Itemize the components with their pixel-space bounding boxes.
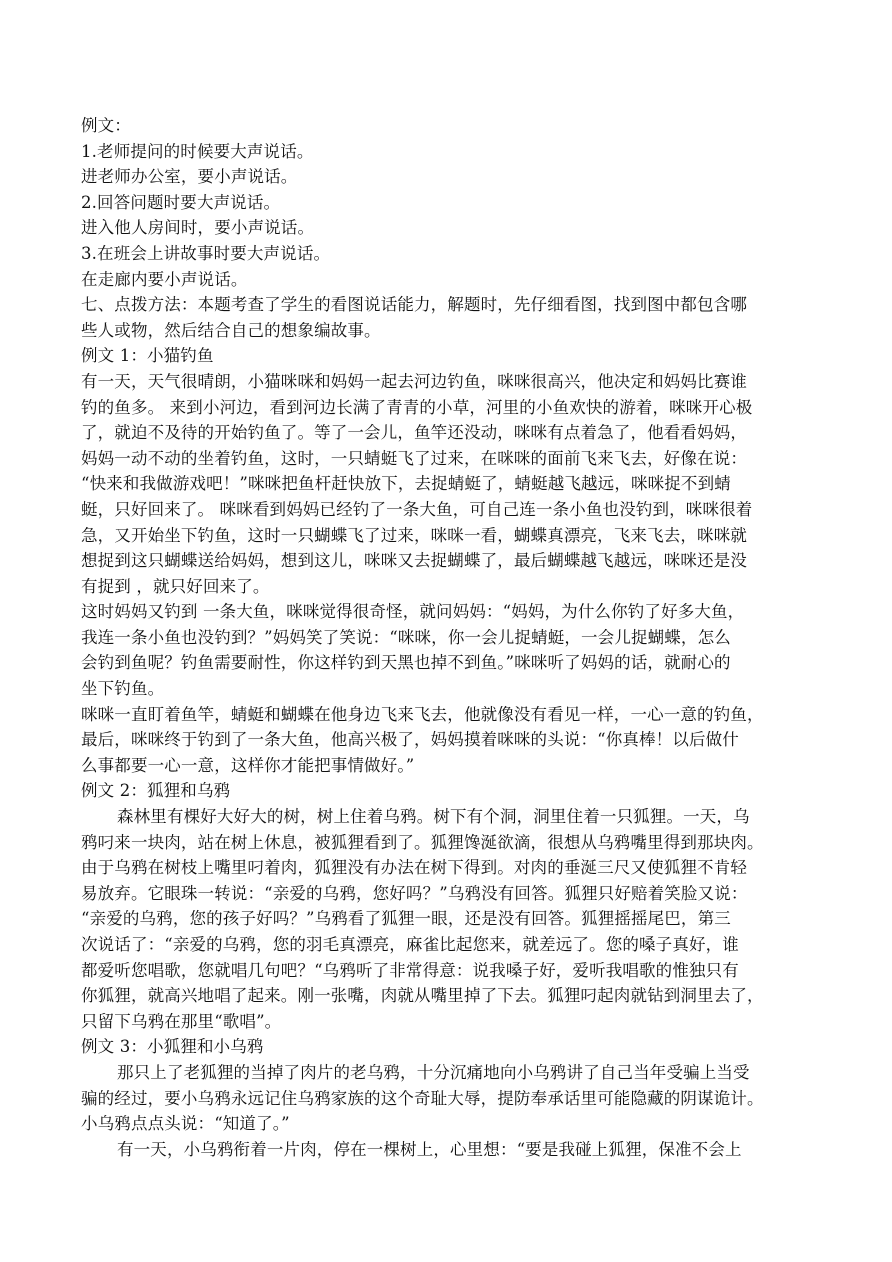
text-line: 钓的鱼多。 来到小河边，看到河边长满了青青的小草，河里的小鱼欢快的游着，咪咪开心极 bbox=[81, 397, 753, 417]
text-line: 有一天，天气很晴朗，小猫咪咪和妈妈一起去河边钓鱼，咪咪很高兴，他决定和妈妈比赛谁 bbox=[81, 371, 747, 391]
text-line: 有捉到 ，就只好回来了。 bbox=[81, 576, 270, 596]
text-line: 鸦叼来一块肉，站在树上休息，被狐狸看到了。狐狸馋涎欲滴，很想从乌鸦嘴里得到那块肉。 bbox=[81, 832, 764, 852]
text-line: 坐下钓鱼。 bbox=[81, 679, 165, 699]
text-line: 进入他人房间时，要小声说话。 bbox=[81, 218, 315, 238]
text-line: 易放弃。它眼珠一转说：“亲爱的乌鸦，您好吗？”乌鸦没有回答。狐狸只好赔着笑脸又说： bbox=[81, 883, 748, 903]
text-line: 在走廊内要小声说话。 bbox=[81, 269, 248, 289]
text-line: 2.回答问题时要大声说话。 bbox=[81, 192, 281, 212]
text-line: 3.在班会上讲故事时要大声说话。 bbox=[81, 243, 331, 263]
text-line: 次说话了：“亲爱的乌鸦，您的羽毛真漂亮，麻雀比起您来，就差远了。您的嗓子真好，谁 bbox=[81, 935, 739, 954]
text-line: 这时妈妈又钓到 一条大鱼，咪咪觉得很奇怪，就问妈妈：“妈妈，为什么你钓了好多大鱼， bbox=[81, 602, 745, 622]
text-line: “快来和我做游戏吧！”咪咪把鱼杆赶快放下，去捉蜻蜓了，蜻蜓越飞越远，咪咪捉不到蜻 bbox=[81, 474, 731, 494]
text-line: 例文 2：狐狸和乌鸦 bbox=[81, 781, 231, 801]
text-line: 例文： bbox=[81, 116, 131, 135]
text-line: 我连一条小鱼也没钓到？”妈妈笑了笑说：“咪咪，你一会儿捉蜻蜓，一会儿捉蝴蝶，怎么 bbox=[81, 627, 731, 647]
text-line: 想捉到这只蝴蝶送给妈妈，想到这儿，咪咪又去捉蝴蝶了，最后蝴蝶越飞越远，咪咪还是没 bbox=[81, 551, 747, 571]
text-line: 有一天，小乌鸦衔着一片肉，停在一棵树上，心里想：“要是我碰上狐狸，保准不会上 bbox=[117, 1139, 742, 1159]
text-line: 会钓到鱼呢？钓鱼需要耐性，你这样钓到天黑也掉不到鱼。”咪咪听了妈妈的话，就耐心的 bbox=[81, 653, 731, 673]
text-line: 骗的经过，要小乌鸦永远记住乌鸦家族的这个奇耻大辱，提防奉承话里可能隐藏的阴谋诡计。 bbox=[81, 1088, 764, 1108]
text-line: 都爱听您唱歌，您就唱几句吧？“乌鸦听了非常得意：说我嗓子好，爱听我唱歌的惟独只有 bbox=[81, 960, 739, 980]
text-line: 1.老师提问的时候要大声说话。 bbox=[81, 141, 314, 161]
document-page bbox=[81, 113, 821, 1162]
text-line: 最后，咪咪终于钓到了一条大鱼，他高兴极了，妈妈摸着咪咪的头说：“你真棒！以后做什 bbox=[81, 730, 739, 750]
text-line: 森林里有棵好大好大的树，树上住着乌鸦。树下有个洞，洞里住着一只狐狸。一天，乌 bbox=[117, 807, 750, 827]
text-line: 蜓，只好回来了。 咪咪看到妈妈已经钓了一条大鱼，可自己连一条小鱼也没钓到，咪咪很着 bbox=[81, 499, 753, 519]
text-line: 七、点拨方法：本题考查了学生的看图说话能力，解题时，先仔细看图，找到图中都包含哪 bbox=[81, 295, 747, 315]
text-line: 了，就迫不及待的开始钓鱼了。等了一会儿，鱼竿还没动，咪咪有点着急了，他看看妈妈， bbox=[81, 423, 747, 443]
text-line: 由于乌鸦在树枝上嘴里叼着肉，狐狸没有办法在树下得到。对肉的垂涎三尺又使狐狸不肯轻 bbox=[81, 858, 747, 878]
text-line: 咪咪一直盯着鱼竿，蜻蜓和蝴蝶在他身边飞来飞去，他就像没有看见一样，一心一意的钓鱼， bbox=[81, 704, 764, 724]
text-line: 例文 1：小猫钓鱼 bbox=[81, 346, 214, 366]
text-line: 急，又开始坐下钓鱼，这时一只蝴蝶飞了过来，咪咪一看，蝴蝶真漂亮，飞来飞去，咪咪就 bbox=[81, 525, 747, 545]
text-line: 妈妈一动不动的坐着钓鱼，这时，一只蜻蜓飞了过来，在咪咪的面前飞来飞去，好像在说： bbox=[81, 448, 747, 468]
text-line: 些人或物，然后结合自己的想象编故事。 bbox=[81, 320, 381, 340]
text-line: 小乌鸦点点头说：“知道了。” bbox=[81, 1114, 290, 1134]
text-line: 进老师办公室，要小声说话。 bbox=[81, 167, 298, 187]
text-line: 那只上了老狐狸的当掉了肉片的老乌鸦，十分沉痛地向小乌鸦讲了自己当年受骗上当受 bbox=[117, 1062, 750, 1082]
text-line: “亲爱的乌鸦，您的孩子好吗？”乌鸦看了狐狸一眼，还是没有回答。狐狸摇摇尾巴，第三 bbox=[81, 909, 731, 929]
text-line: 只留下乌鸦在那里“歌唱”。 bbox=[81, 1011, 282, 1031]
text-line: 你狐狸，就高兴地唱了起来。刚一张嘴，肉就从嘴里掉了下去。狐狸叼起肉就钻到洞里去了， bbox=[81, 986, 764, 1006]
text-line: 例文 3：小狐狸和小乌鸦 bbox=[81, 1037, 264, 1057]
text-line: 么事都要一心一意，这样你才能把事情做好。” bbox=[81, 755, 415, 775]
